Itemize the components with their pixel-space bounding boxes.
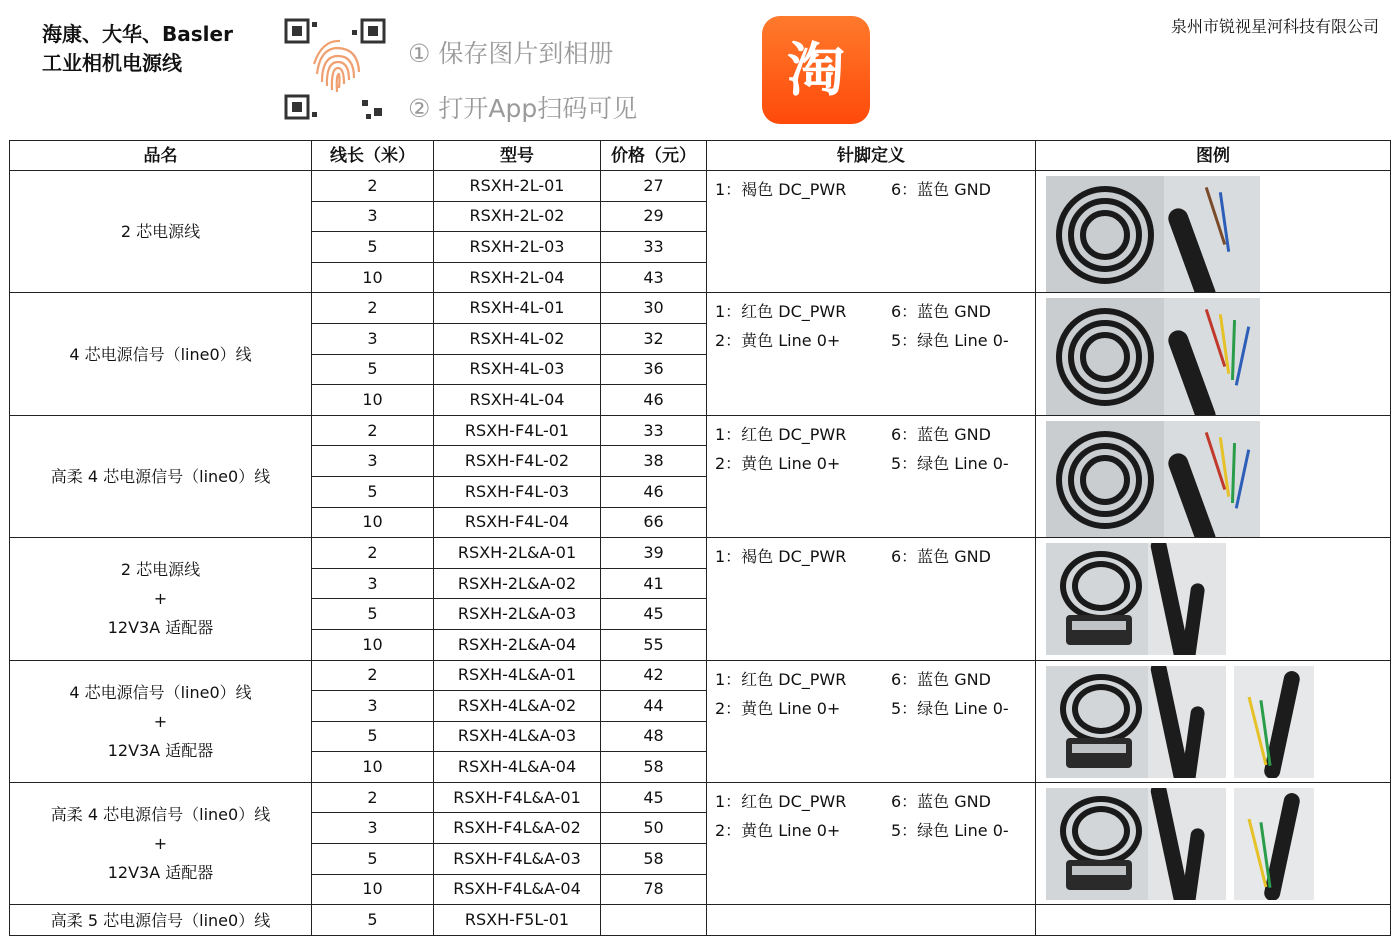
model-number: RSXH-F4L-04 <box>434 507 601 538</box>
pin-definition <box>707 171 1036 293</box>
model-number: RSXH-4L-03 <box>434 354 601 385</box>
price: 33 <box>601 415 707 446</box>
dc-plug-photo <box>1148 666 1226 778</box>
model-number: RSXH-2L-04 <box>434 262 601 293</box>
price: 58 <box>601 752 707 783</box>
cable-length: 2 <box>312 415 434 446</box>
pin-definition-row <box>715 787 1027 816</box>
cable-length: 10 <box>312 752 434 783</box>
title-line-1: 海康、大华、Basler <box>42 22 233 46</box>
coiled-cable-photo <box>1046 176 1166 293</box>
cable-length: 5 <box>312 844 434 875</box>
pin-right: 6：蓝色 GND <box>891 424 991 444</box>
model-number: RSXH-F4L&A-01 <box>434 782 601 813</box>
adapter-cable-photo <box>1046 666 1148 778</box>
table-header-row <box>10 141 1391 171</box>
pin-right: 6：蓝色 GND <box>891 547 991 567</box>
product-name-line: 高柔 4 芯电源信号（line0）线 <box>50 805 271 825</box>
pin-definition-row <box>715 326 1027 355</box>
dc-plug-photo <box>1148 543 1226 655</box>
price: 46 <box>601 476 707 507</box>
model-number: RSXH-2L&A-03 <box>434 599 601 630</box>
illustration <box>1036 660 1391 782</box>
coiled-cable-photo <box>1046 298 1166 415</box>
model-number: RSXH-4L-01 <box>434 293 601 324</box>
price: 78 <box>601 874 707 905</box>
product-name-line: 12V3A 适配器 <box>107 740 214 760</box>
cable-wires-photo <box>1164 298 1260 415</box>
cable-length: 5 <box>312 232 434 263</box>
pin-definition-row <box>715 665 1027 694</box>
price: 55 <box>601 629 707 660</box>
cable-length: 3 <box>312 568 434 599</box>
model-number: RSXH-F4L-03 <box>434 476 601 507</box>
price: 33 <box>601 232 707 263</box>
price <box>601 905 707 936</box>
product-name-line: 2 芯电源线 <box>120 560 201 580</box>
table-row <box>10 293 1391 324</box>
cable-length: 2 <box>312 782 434 813</box>
cable-length: 2 <box>312 171 434 202</box>
model-number: RSXH-4L&A-03 <box>434 721 601 752</box>
cable-length: 2 <box>312 538 434 569</box>
adapter-cable-photo <box>1046 788 1148 900</box>
price: 32 <box>601 323 707 354</box>
cable-length: 10 <box>312 629 434 660</box>
price: 48 <box>601 721 707 752</box>
pin-definition <box>707 293 1036 415</box>
illustration <box>1036 782 1391 904</box>
pin-definition-row <box>715 175 1027 204</box>
pin-left: 2：黄色 Line 0+ <box>715 453 841 473</box>
cable-length: 5 <box>312 721 434 752</box>
illustration <box>1036 293 1391 415</box>
pin-right: 6：蓝色 GND <box>891 180 991 199</box>
pin-right: 6：蓝色 GND <box>891 669 991 689</box>
table-row <box>10 782 1391 813</box>
model-number: RSXH-F5L-01 <box>434 905 601 936</box>
table-row <box>10 538 1391 569</box>
header-pin-definition: 针脚定义 <box>707 141 1036 171</box>
pin-left: 1：红色 DC_PWR <box>715 424 847 444</box>
cable-length: 5 <box>312 476 434 507</box>
pin-left: 2：黄色 Line 0+ <box>715 331 841 351</box>
product-name-line: 4 芯电源信号（line0）线 <box>69 682 252 702</box>
product-name <box>10 293 312 415</box>
pin-definition-row <box>715 542 1027 571</box>
price: 66 <box>601 507 707 538</box>
pin-definition <box>707 782 1036 904</box>
product-name <box>10 782 312 904</box>
model-number: RSXH-2L&A-01 <box>434 538 601 569</box>
model-number: RSXH-4L-04 <box>434 385 601 416</box>
header-model: 型号 <box>434 141 601 171</box>
qr-code-icon[interactable] <box>282 16 390 124</box>
table-row <box>10 171 1391 202</box>
wire-end-photo <box>1234 788 1314 900</box>
pin-definition-row <box>715 297 1027 326</box>
pin-definition-row <box>715 420 1027 449</box>
adapter-cable-photo <box>1046 543 1148 655</box>
model-number: RSXH-F4L&A-02 <box>434 813 601 844</box>
price: 42 <box>601 660 707 691</box>
wire-end-photo <box>1234 666 1314 778</box>
cable-length: 3 <box>312 323 434 354</box>
company-name: 泉州市锐视星河科技有限公司 <box>1170 17 1379 36</box>
pin-definition-row <box>715 694 1027 723</box>
price: 36 <box>601 354 707 385</box>
table-row <box>10 660 1391 691</box>
table-row <box>10 905 1391 936</box>
header-product-name: 品名 <box>10 141 312 171</box>
product-name-line: 4 芯电源信号（line0）线 <box>69 344 252 364</box>
price: 44 <box>601 691 707 722</box>
pin-definition <box>707 905 1036 936</box>
product-name-line: + <box>153 589 168 609</box>
coiled-cable-photo <box>1046 421 1166 538</box>
model-number: RSXH-2L&A-04 <box>434 629 601 660</box>
product-name-line: + <box>153 834 168 854</box>
pin-definition-row <box>715 816 1027 845</box>
cable-length: 10 <box>312 874 434 905</box>
pin-left: 2：黄色 Line 0+ <box>715 820 841 840</box>
cable-length: 5 <box>312 599 434 630</box>
cable-wires-photo <box>1164 421 1260 538</box>
model-number: RSXH-F4L-01 <box>434 415 601 446</box>
product-name-line: + <box>153 711 168 731</box>
price: 58 <box>601 844 707 875</box>
price: 29 <box>601 201 707 232</box>
pin-right: 5：绿色 Line 0- <box>891 331 1009 351</box>
model-number: RSXH-F4L&A-04 <box>434 874 601 905</box>
illustration <box>1036 171 1391 293</box>
taobao-logo-icon[interactable]: 淘 <box>762 16 870 124</box>
cable-length: 3 <box>312 201 434 232</box>
cable-length: 5 <box>312 905 434 936</box>
model-number: RSXH-2L&A-02 <box>434 568 601 599</box>
model-number: RSXH-4L&A-04 <box>434 752 601 783</box>
price: 38 <box>601 446 707 477</box>
step-save-image: ① 保存图片到相册 <box>408 39 614 68</box>
pin-definition <box>707 415 1036 537</box>
cable-wires-photo <box>1164 176 1260 293</box>
product-name-line: 2 芯电源线 <box>120 222 201 242</box>
pin-definition <box>707 660 1036 782</box>
scan-instructions <box>408 26 637 136</box>
cable-length: 5 <box>312 354 434 385</box>
pin-right: 5：绿色 Line 0- <box>891 820 1009 840</box>
pin-right: 6：蓝色 GND <box>891 791 991 811</box>
price: 45 <box>601 599 707 630</box>
pin-left: 1：红色 DC_PWR <box>715 302 847 322</box>
cable-length: 2 <box>312 293 434 324</box>
cable-length: 2 <box>312 660 434 691</box>
product-name <box>10 415 312 537</box>
pin-left: 1：红色 DC_PWR <box>715 669 847 689</box>
model-number: RSXH-4L&A-01 <box>434 660 601 691</box>
price: 43 <box>601 262 707 293</box>
header-price: 价格（元） <box>601 141 707 171</box>
header-illustration: 图例 <box>1036 141 1391 171</box>
product-name-line: 12V3A 适配器 <box>107 863 214 883</box>
price: 39 <box>601 538 707 569</box>
model-number: RSXH-2L-03 <box>434 232 601 263</box>
product-name <box>10 905 312 936</box>
illustration <box>1036 905 1391 936</box>
model-number: RSXH-F4L-02 <box>434 446 601 477</box>
step-open-app: ② 打开App扫码可见 <box>408 94 638 123</box>
cable-length: 10 <box>312 262 434 293</box>
cable-length: 10 <box>312 507 434 538</box>
product-name-line: 12V3A 适配器 <box>107 618 214 638</box>
product-name-line: 高柔 5 芯电源信号（line0）线 <box>50 910 271 930</box>
header-length: 线长（米） <box>312 141 434 171</box>
table-row <box>10 415 1391 446</box>
price: 27 <box>601 171 707 202</box>
price-table <box>9 140 1391 936</box>
model-number: RSXH-4L-02 <box>434 323 601 354</box>
cable-length: 10 <box>312 385 434 416</box>
cable-length: 3 <box>312 446 434 477</box>
price: 41 <box>601 568 707 599</box>
illustration <box>1036 538 1391 660</box>
product-name <box>10 538 312 660</box>
illustration <box>1036 415 1391 537</box>
cable-length: 3 <box>312 691 434 722</box>
pin-left: 1：褐色 DC_PWR <box>715 180 847 199</box>
product-name <box>10 660 312 782</box>
price: 50 <box>601 813 707 844</box>
model-number: RSXH-2L-02 <box>434 201 601 232</box>
pin-definition <box>707 538 1036 660</box>
page-title <box>42 20 233 78</box>
model-number: RSXH-F4L&A-03 <box>434 844 601 875</box>
product-name <box>10 171 312 293</box>
price: 45 <box>601 782 707 813</box>
title-line-2: 工业相机电源线 <box>42 51 182 75</box>
price: 46 <box>601 385 707 416</box>
price: 30 <box>601 293 707 324</box>
model-number: RSXH-4L&A-02 <box>434 691 601 722</box>
pin-right: 5：绿色 Line 0- <box>891 698 1009 718</box>
model-number: RSXH-2L-01 <box>434 171 601 202</box>
product-name-line: 高柔 4 芯电源信号（line0）线 <box>50 466 271 486</box>
pin-left: 2：黄色 Line 0+ <box>715 698 841 718</box>
pin-left: 1：褐色 DC_PWR <box>715 547 847 567</box>
pin-right: 6：蓝色 GND <box>891 302 991 322</box>
pin-right: 5：绿色 Line 0- <box>891 453 1009 473</box>
cable-length: 3 <box>312 813 434 844</box>
pin-left: 1：红色 DC_PWR <box>715 791 847 811</box>
pin-definition-row <box>715 449 1027 478</box>
dc-plug-photo <box>1148 788 1226 900</box>
